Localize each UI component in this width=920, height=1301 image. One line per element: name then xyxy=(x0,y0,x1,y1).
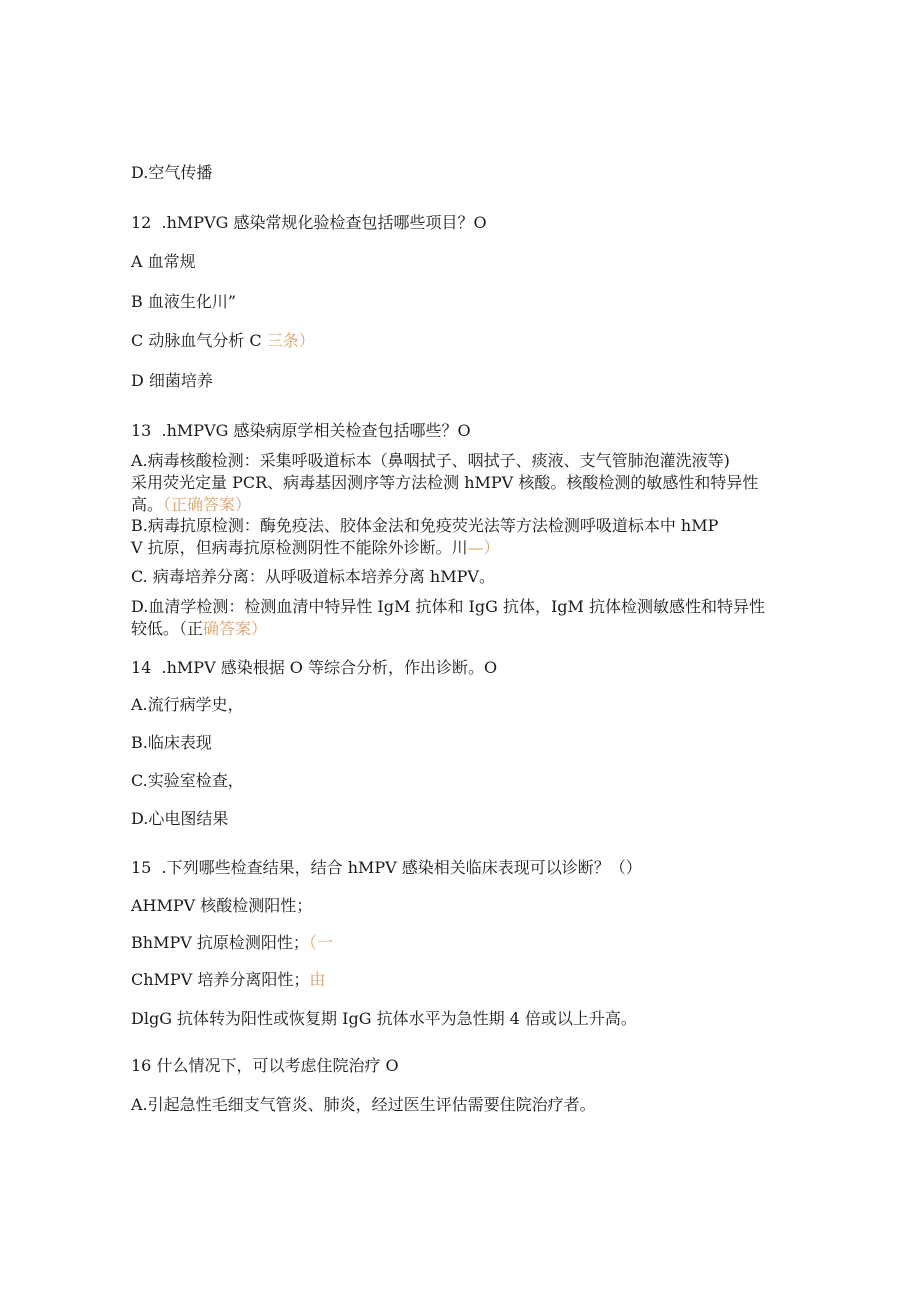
q13-option-d-line2-text: 较低。（正 xyxy=(131,619,204,638)
q12-stem: 12 .hMPVG 感染常规化验检查包括哪些项目？O xyxy=(131,213,487,232)
q15-stem: 15 .下列哪些检查结果，结合 hMPV 感染相关临床表现可以诊断？（） xyxy=(131,858,642,877)
q15-option-c xyxy=(131,969,325,991)
q13-option-b-answer-mark: —） xyxy=(467,538,500,557)
q13-stem: 13 .hMPVG 感染病原学相关检查包括哪些？O xyxy=(131,421,471,440)
q12-option-c xyxy=(131,330,315,352)
q12-option-c-text: C 动脉血气分析 C xyxy=(131,331,267,350)
q14-option-d: D.心电图结果 xyxy=(131,809,229,828)
q15-option-a: AHMPV 核酸检测阳性； xyxy=(131,896,313,915)
q13-option-d-line1: D.血清学检测：检测血清中特异性 IgM 抗体和 IgG 抗体，IgM 抗体检测敏感性和特异性 xyxy=(131,597,766,616)
q13-option-b-line2-text: V 抗原，但病毒抗原检测阴性不能除外诊断。川 xyxy=(131,538,468,557)
q13-option-c: C. 病毒培养分离：从呼吸道标本培养分离 hMPV。 xyxy=(131,567,495,586)
q15-option-d: DlgG 抗体转为阳性或恢复期 IgG 抗体水平为急性期 4 倍或以上升高。 xyxy=(131,1009,637,1028)
q12-option-b: B 血液生化川” xyxy=(131,292,237,311)
q12-option-d: D 细菌培养 xyxy=(131,371,213,390)
q13-option-d-answer-mark: 确答案） xyxy=(203,619,268,638)
q13-option-a-line2: 采用荧光定量 PCR、病毒基因测序等方法检测 hMPV 核酸。核酸检测的敏感性和特异性 xyxy=(131,473,759,492)
q13-option-b-line1: B.病毒抗原检测：酶免疫法、胶体金法和免疫荧光法等方法检测呼吸道标本中 hMP xyxy=(131,516,719,535)
q15-option-b-text: BhMPV 抗原检测阳性； xyxy=(131,933,309,952)
q13-option-b-line2 xyxy=(131,537,500,559)
q15-option-b-answer-mark: （一 xyxy=(308,933,333,952)
q11-option-d: D.空气传播 xyxy=(131,163,213,182)
q12-option-c-answer-mark: 三条） xyxy=(266,331,315,350)
q13-option-a-line3 xyxy=(131,494,251,516)
q13-option-a-line1: A.病毒核酸检测：采集呼吸道标本（鼻咽拭子、咽拭子、痰液、支气管肺泡灌洗液等) xyxy=(131,451,730,470)
q15-option-b xyxy=(131,932,333,954)
q13-option-a-line3-text: 高。 xyxy=(131,495,164,514)
q13-option-d-line2 xyxy=(131,618,267,640)
q16-stem: 16 什么情况下，可以考虑住院治疗 O xyxy=(131,1056,399,1075)
q14-option-c: C.实验室检查， xyxy=(131,771,244,790)
q14-option-a: A.流行病学史， xyxy=(131,695,244,714)
q16-option-a: A.引起急性毛细支气管炎、肺炎，经过医生评估需要住院治疗者。 xyxy=(131,1095,596,1114)
q14-stem: 14 .hMPV 感染根据 O 等综合分析，作出诊断。O xyxy=(131,658,498,677)
q14-option-b: B.临床表现 xyxy=(131,733,212,752)
q15-option-c-text: ChMPV 培养分离阳性； xyxy=(131,970,310,989)
q13-option-a-answer-mark: （正确答案） xyxy=(163,495,252,514)
q12-option-a: A 血常规 xyxy=(131,252,196,271)
q15-option-c-answer-mark: 由 xyxy=(309,970,326,989)
